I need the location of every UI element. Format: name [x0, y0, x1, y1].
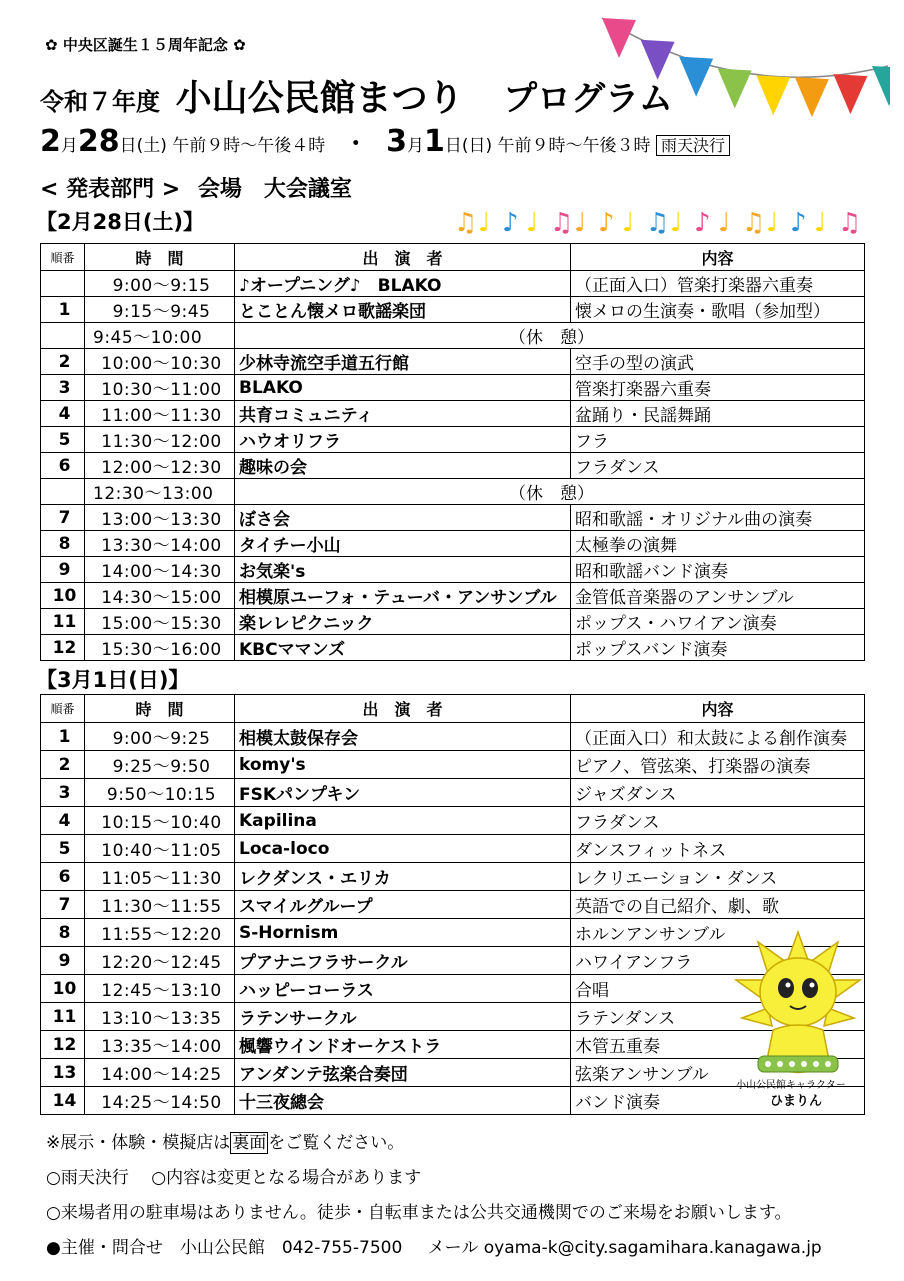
row-performer: komy's	[235, 751, 571, 779]
col-performer-header: 出 演 者	[235, 695, 571, 723]
contact-email: メール oyama-k@city.sagamihara.kanagawa.jp	[427, 1238, 822, 1258]
anniversary-subtitle: ✿ 中央区誕生１５周年記念 ✿	[45, 36, 246, 54]
mascot-name: ひまりん	[770, 1094, 823, 1109]
row-time: 14:00～14:30	[85, 557, 235, 583]
venue-label: 会場 大会議室	[197, 177, 352, 202]
event-dates: 2月28日(土) 午前９時～午後４時 ・ 3月1日(日) 午前９時～午後３時 雨天決行	[40, 124, 730, 159]
bunting-flag	[718, 68, 752, 108]
row-performer: お気楽's	[235, 557, 571, 583]
table-row	[41, 609, 865, 635]
table-row	[41, 427, 865, 453]
row-number: 4	[41, 401, 85, 427]
contact-phone: ●主催・問合せ 小山公民館 042-755-7500	[46, 1238, 403, 1258]
music-note-icon: ♫	[454, 208, 478, 237]
mascot-caption: 小山公民館キャラクター	[736, 1080, 846, 1091]
row-content: 木管五重奏	[571, 1031, 865, 1059]
row-number	[41, 271, 85, 297]
table-row	[41, 453, 865, 479]
row-content: フラ	[571, 427, 865, 453]
row-number: 10	[41, 583, 85, 609]
row-content: 金管低音楽器のアンサンブル	[571, 583, 865, 609]
table-row	[41, 401, 865, 427]
row-number: 1	[41, 297, 85, 323]
row-number: 6	[41, 863, 85, 891]
row-performer: 少林寺流空手道五行館	[235, 349, 571, 375]
music-note-icon: ♪	[790, 208, 807, 237]
row-content: ハワイアンフラ	[571, 947, 865, 975]
row-time: 14:30～15:00	[85, 583, 235, 609]
row-content: ジャズダンス	[571, 779, 865, 807]
row-content: ダンスフィットネス	[571, 835, 865, 863]
music-note-icon: ♫	[742, 208, 766, 237]
row-time: 9:15～9:45	[85, 297, 235, 323]
footer-contact	[46, 1233, 822, 1258]
row-content: フラダンス	[571, 807, 865, 835]
row-performer: 趣味の会	[235, 453, 571, 479]
row-time: 11:30～12:00	[85, 427, 235, 453]
row-number	[41, 479, 85, 505]
row-performer: BLAKO	[235, 375, 571, 401]
row-number: 13	[41, 1059, 85, 1087]
table-row	[41, 349, 865, 375]
table-row	[41, 531, 865, 557]
break-label: （休 憩）	[235, 323, 865, 349]
row-content: （正面入口）和太鼓による創作演奏	[571, 723, 865, 751]
row-performer: 楓響ウインドオーケストラ	[235, 1031, 571, 1059]
row-time: 12:30～13:00	[85, 479, 235, 505]
music-note-icon: ♩	[526, 208, 539, 237]
table-row	[41, 863, 865, 891]
row-performer: KBCママンズ	[235, 635, 571, 661]
row-performer: とことん懐メロ歌謡楽団	[235, 297, 571, 323]
music-note-icon: ♫	[838, 208, 862, 237]
table-header-row	[41, 695, 865, 723]
footer-note-parking: ○来場者用の駐車場はありません。徒歩・自転車または公共交通機関でのご来場をお願いします。	[46, 1203, 792, 1223]
row-content: 盆踊り・民謡舞踊	[571, 401, 865, 427]
row-time: 13:00～13:30	[85, 505, 235, 531]
row-performer: タイチー小山	[235, 531, 571, 557]
row-number: 14	[41, 1087, 85, 1115]
music-note-icon: ♫	[646, 208, 670, 237]
row-performer: S-Hornism	[235, 919, 571, 947]
row-time: 10:15～10:40	[85, 807, 235, 835]
col-time-header: 時 間	[85, 695, 235, 723]
row-time: 10:00～10:30	[85, 349, 235, 375]
row-content: レクリエーション・ダンス	[571, 863, 865, 891]
row-time: 12:00～12:30	[85, 453, 235, 479]
row-content: ホルンアンサンブル	[571, 919, 865, 947]
row-time: 15:30～16:00	[85, 635, 235, 661]
row-number: 2	[41, 751, 85, 779]
page-title	[40, 70, 673, 121]
bunting-flag	[833, 74, 867, 114]
row-number: 7	[41, 505, 85, 531]
title-year: 令和７年度	[40, 88, 160, 116]
row-content: 管楽打楽器六重奏	[571, 375, 865, 401]
row-time: 10:30～11:00	[85, 375, 235, 401]
music-note-icon: ♪	[598, 208, 615, 237]
title-main: 小山公民館まつり	[175, 78, 464, 119]
col-content-header: 内容	[571, 244, 865, 271]
row-time: 13:10～13:35	[85, 1003, 235, 1031]
row-performer: ハッピーコーラス	[235, 975, 571, 1003]
music-note-icon: ♩	[622, 208, 635, 237]
table-row	[41, 751, 865, 779]
row-content: フラダンス	[571, 453, 865, 479]
row-number: 4	[41, 807, 85, 835]
row-content: 弦楽アンサンブル	[571, 1059, 865, 1087]
row-content: 昭和歌謡・オリジナル曲の演奏	[571, 505, 865, 531]
row-time: 14:25～14:50	[85, 1087, 235, 1115]
break-label: （休 憩）	[235, 479, 865, 505]
row-number: 3	[41, 375, 85, 401]
row-performer: FSKパンプキン	[235, 779, 571, 807]
row-content: バンド演奏	[571, 1087, 865, 1115]
row-time: 12:20～12:45	[85, 947, 235, 975]
row-performer: 相模原ユーフォ・テューバ・アンサンブル	[235, 583, 571, 609]
row-number: 12	[41, 635, 85, 661]
col-num-header: 順番	[41, 695, 85, 723]
day2-hours: 午前９時～午後３時	[497, 136, 651, 156]
music-note-icon: ♩	[670, 208, 683, 237]
row-number: 11	[41, 609, 85, 635]
back-side-label: 裏面	[232, 1133, 267, 1153]
row-time: 12:45～13:10	[85, 975, 235, 1003]
row-time: 9:00～9:15	[85, 271, 235, 297]
row-content: 空手の型の演武	[571, 349, 865, 375]
table-header-row	[41, 244, 865, 271]
row-number: 7	[41, 891, 85, 919]
music-notes-decoration	[450, 205, 865, 237]
row-content: 懐メロの生演奏・歌唱（参加型）	[571, 297, 865, 323]
row-number: 9	[41, 557, 85, 583]
row-number: 10	[41, 975, 85, 1003]
row-time: 13:30～14:00	[85, 531, 235, 557]
row-performer: ラテンサークル	[235, 1003, 571, 1031]
row-performer: 十三夜總会	[235, 1087, 571, 1115]
row-number: 5	[41, 835, 85, 863]
day1-hours: 午前９時～午後４時	[172, 136, 326, 156]
day1-program-table	[40, 243, 865, 661]
row-time: 9:00～9:25	[85, 723, 235, 751]
row-content: 合唱	[571, 975, 865, 1003]
title-program: プログラム	[503, 79, 673, 119]
row-number: 11	[41, 1003, 85, 1031]
row-performer: ♪オープニング♪ BLAKO	[235, 271, 571, 297]
footer-note-exhibits: ※展示・体験・模擬店は 裏面 をご覧ください。	[46, 1133, 405, 1153]
table-row	[41, 271, 865, 297]
table-row	[41, 557, 865, 583]
table-row	[41, 835, 865, 863]
table-row	[41, 505, 865, 531]
footer-note-rain: ○雨天決行 ○内容は変更となる場合があります	[46, 1168, 422, 1188]
row-time: 11:55～12:20	[85, 919, 235, 947]
col-content-header: 内容	[571, 695, 865, 723]
bunting-flag	[872, 66, 890, 106]
row-performer: プアナニフラサークル	[235, 947, 571, 975]
music-note-icon: ♩	[718, 208, 731, 237]
row-content: ポップスバンド演奏	[571, 635, 865, 661]
row-performer: 相模太鼓保存会	[235, 723, 571, 751]
day1-heading: 【2月28日(土)】	[36, 210, 205, 234]
music-note-icon: ♩	[766, 208, 779, 237]
row-performer: Kapilina	[235, 807, 571, 835]
music-note-icon: ♩	[478, 208, 491, 237]
music-note-icon: ♪	[502, 208, 519, 237]
table-row	[41, 583, 865, 609]
flower-icon: ✿	[233, 36, 246, 54]
row-number: 5	[41, 427, 85, 453]
row-content: ラテンダンス	[571, 1003, 865, 1031]
row-content: 太極拳の演舞	[571, 531, 865, 557]
bunting-flag	[756, 75, 790, 115]
day2-heading: 【3月1日(日)】	[36, 668, 190, 692]
flower-icon: ✿	[45, 36, 58, 54]
row-performer: アンダンテ弦楽合奏団	[235, 1059, 571, 1087]
row-content: 昭和歌謡バンド演奏	[571, 557, 865, 583]
section-heading: < 発表部門 > 会場 大会議室	[40, 177, 352, 202]
row-number	[41, 323, 85, 349]
row-number: 9	[41, 947, 85, 975]
col-num-header: 順番	[41, 244, 85, 271]
row-time: 10:40～11:05	[85, 835, 235, 863]
table-row	[41, 723, 865, 751]
bunting-flag	[679, 57, 713, 97]
table-row	[41, 891, 865, 919]
row-content: （正面入口）管楽打楽器六重奏	[571, 271, 865, 297]
row-time: 13:35～14:00	[85, 1031, 235, 1059]
row-time: 9:45～10:00	[85, 323, 235, 349]
row-time: 9:50～10:15	[85, 779, 235, 807]
row-performer: レクダンス・エリカ	[235, 863, 571, 891]
row-time: 15:00～15:30	[85, 609, 235, 635]
row-performer: 共育コミュニティ	[235, 401, 571, 427]
break-row	[41, 479, 865, 505]
row-number: 6	[41, 453, 85, 479]
bunting-flag	[795, 77, 829, 117]
row-content: 英語での自己紹介、劇、歌	[571, 891, 865, 919]
row-time: 9:25～9:50	[85, 751, 235, 779]
table-row	[41, 297, 865, 323]
music-note-icon: ♩	[814, 208, 827, 237]
col-performer-header: 出 演 者	[235, 244, 571, 271]
row-content: ポップス・ハワイアン演奏	[571, 609, 865, 635]
row-performer: ハウオリフラ	[235, 427, 571, 453]
row-time: 11:30～11:55	[85, 891, 235, 919]
row-number: 8	[41, 919, 85, 947]
music-note-icon: ♪	[694, 208, 711, 237]
row-time: 11:00～11:30	[85, 401, 235, 427]
break-row	[41, 323, 865, 349]
row-time: 14:00～14:25	[85, 1059, 235, 1087]
row-number: 3	[41, 779, 85, 807]
table-row	[41, 635, 865, 661]
row-performer: スマイルグループ	[235, 891, 571, 919]
bunting-flag	[602, 18, 636, 58]
col-time-header: 時 間	[85, 244, 235, 271]
row-performer: Loca-loco	[235, 835, 571, 863]
music-note-icon: ♩	[574, 208, 587, 237]
row-content: ピアノ、管弦楽、打楽器の演奏	[571, 751, 865, 779]
table-row	[41, 375, 865, 401]
row-number: 8	[41, 531, 85, 557]
row-performer: 楽レレピクニック	[235, 609, 571, 635]
table-row	[41, 779, 865, 807]
row-number: 1	[41, 723, 85, 751]
table-row	[41, 807, 865, 835]
row-performer: ぼさ会	[235, 505, 571, 531]
row-time: 11:05～11:30	[85, 863, 235, 891]
row-number: 2	[41, 349, 85, 375]
rain-notice-badge: 雨天決行	[656, 135, 730, 156]
row-number: 12	[41, 1031, 85, 1059]
music-note-icon: ♫	[550, 208, 574, 237]
